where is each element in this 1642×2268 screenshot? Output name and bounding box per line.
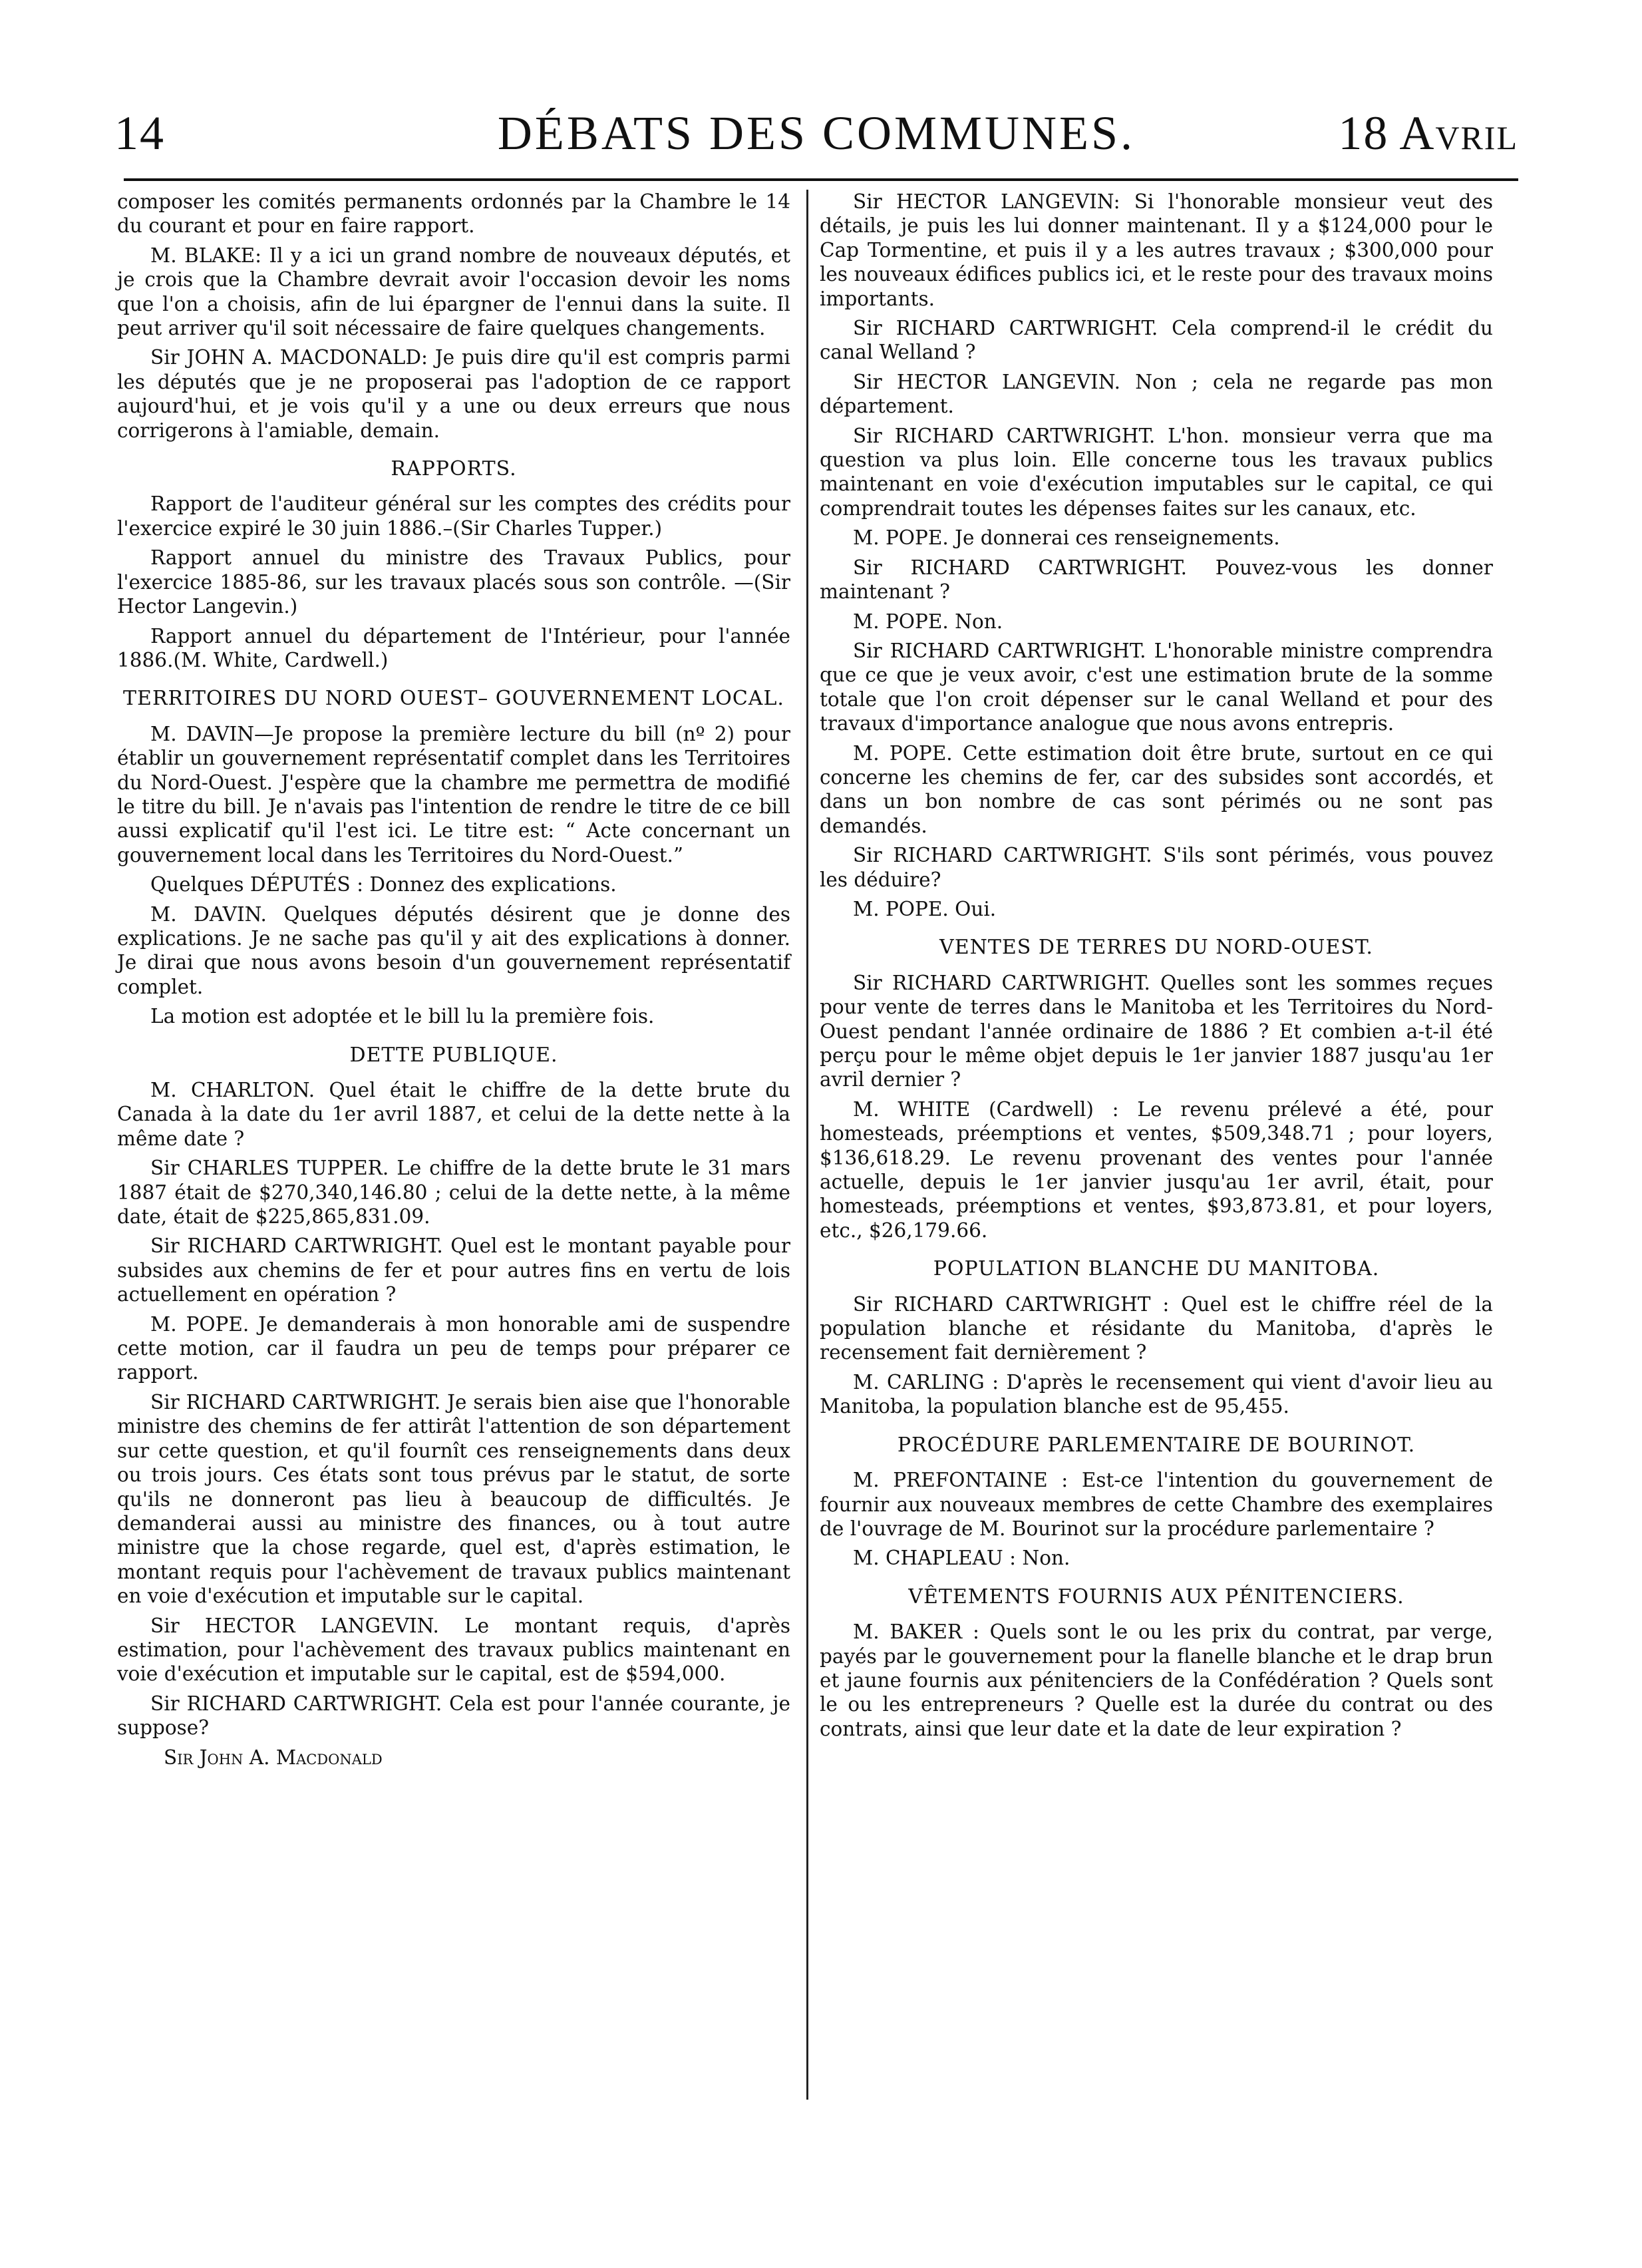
paragraph: Sir RICHARD CARTWRIGHT. S'ils sont périmés, vous pouvez les déduire? — [820, 844, 1493, 891]
paragraph: M. WHITE (Cardwell) : Le revenu prélevé a été, pour homesteads, préemptions et ventes, $509,348.71 ; pour loyers, $136,618.29. Le revenu provenant des ventes pour l'année actuelle, depuis le 1er janvier jusqu'au 1er avril, était, pour homesteads, préemptions et ventes, $93,873.81, et pour loyers, etc., $26,179.66. — [820, 1097, 1493, 1242]
paragraph: M. POPE. Non. — [853, 610, 1003, 633]
column-divider — [806, 190, 808, 2100]
right-column — [820, 190, 1493, 1746]
section-heading: RAPPORTS. — [391, 457, 517, 481]
page-number: 14 — [114, 106, 165, 160]
paragraph: M. POPE. Oui. — [853, 897, 997, 920]
paragraph: Sir RICHARD CARTWRIGHT. Quelles sont les sommes reçues pour vente de terres dans le Manitoba et les Territoires du Nord-Ouest pendant l'année ordinaire de 1886 ? Et combien a-t-il été perçu pour le même objet depuis le 1er janvier 1887 jusqu'au 1er avril dernier ? — [820, 971, 1493, 1091]
page-title: DÉBATS DES COMMUNES. — [497, 106, 1136, 160]
section-heading: TERRITOIRES DU NORD OUEST– GOUVERNEMENT LOCAL. — [123, 687, 784, 711]
paragraph: Quelques DÉPUTÉS : Donnez des explications. — [150, 873, 617, 896]
paragraph: Sir RICHARD CARTWRIGHT. Pouvez-vous les donner maintenant ? — [820, 556, 1493, 604]
paragraph: Sir RICHARD CARTWRIGHT. L'hon. monsieur verra que ma question va plus loin. Elle concerne tous les travaux publics maintenant en voie d'exécution imputables sur le capital, ce qui comprendrait toutes les dépenses faites sur les canaux, etc. — [820, 424, 1493, 520]
paragraph: Sir HECTOR LANGEVIN. Non ; cela ne regarde pas mon département. — [820, 370, 1493, 418]
section-heading: VENTES DE TERRES DU NORD-OUEST. — [939, 936, 1373, 960]
section-heading: DETTE PUBLIQUE. — [349, 1043, 558, 1067]
paragraph: M. CHARLTON. Quel était le chiffre de la dette brute du Canada à la date du 1er avril 1887, et celui de la dette nette à la même date ? — [117, 1079, 790, 1150]
left-column — [117, 190, 790, 1770]
continuation-speaker: Sir John A. Macdonald — [164, 1746, 383, 1769]
paragraph: Rapport annuel du ministre des Travaux Publics, pour l'exercice 1885-86, sur les travaux placés sous son contrôle. —(Sir Hector Langevin.) — [117, 546, 790, 618]
paragraph: Sir RICHARD CARTWRIGHT. Cela comprend-il le crédit du canal Welland ? — [820, 317, 1493, 364]
paragraph: M. POPE. Je demanderais à mon honorable ami de suspendre cette motion, car il faudra un peu de temps pour préparer ce rapport. — [117, 1312, 790, 1384]
paragraph: La motion est adoptée et le bill lu la première fois. — [150, 1005, 655, 1028]
paragraph: Sir HECTOR LANGEVIN. Le montant requis, d'après estimation, pour l'achèvement des travaux publics maintenant en voie d'exécution et imputable sur le capital, est de $594,000. — [117, 1614, 790, 1686]
header-rule — [124, 178, 1518, 181]
paragraph: Sir RICHARD CARTWRIGHT. Quel est le montant payable pour subsides aux chemins de fer et pour autres fins en vertu de lois actuellement en opération ? — [117, 1234, 790, 1306]
paragraph: M. DAVIN. Quelques députés désirent que je donne des explications. Je ne sache pas qu'il y ait des explications à donner. Je dirai que nous avons besoin d'un gouvernement représentatif complet. — [117, 902, 790, 998]
paragraph: M. CHAPLEAU : Non. — [853, 1547, 1070, 1570]
section-heading: POPULATION BLANCHE DU MANITOBA. — [933, 1257, 1380, 1281]
paragraph: M. POPE. Je donnerai ces renseignements. — [853, 526, 1280, 550]
section-heading: PROCÉDURE PARLEMENTAIRE DE BOURINOT. — [897, 1433, 1416, 1457]
paragraph: Sir RICHARD CARTWRIGHT. Je serais bien aise que l'honorable ministre des chemins de fer attirât l'attention de son département sur cette question, et qu'il fournît ces renseignements dans deux ou trois jours. Ces états sont tous prévus par le statut, de sorte qu'ils ne donneront pas lieu à beaucoup de difficultés. Je demanderai aussi au ministre des finances, ou à tout autre ministre que la chose regarde, quel est, d'après estimation, le montant requis pour l'achèvement de travaux publics maintenant en voie d'exécution et imputable sur le capital. — [117, 1390, 790, 1608]
paragraph: Sir CHARLES TUPPER. Le chiffre de la dette brute le 31 mars 1887 était de $270,340,146.80 ; celui de la dette nette, à la même date, était de $225,865,831.09. — [117, 1157, 790, 1228]
page-header — [114, 100, 1518, 173]
paragraph: Rapport de l'auditeur général sur les comptes des crédits pour l'exercice expiré le 30 juin 1886.–(Sir Charles Tupper.) — [117, 492, 790, 540]
paragraph: M. CARLING : D'après le recensement qui vient d'avoir lieu au Manitoba, la population blanche est de 95,455. — [820, 1370, 1493, 1418]
paragraph: M. PREFONTAINE : Est-ce l'intention du gouvernement de fournir aux nouveaux membres de cette Chambre des exemplaires de l'ouvrage de M. Bourinot sur la procédure parlementaire ? — [820, 1469, 1493, 1540]
section-heading: VÊTEMENTS FOURNIS AUX PÉNITENCIERS. — [908, 1585, 1404, 1608]
paragraph: M. DAVIN—Je propose la première lecture du bill (nº 2) pour établir un gouvernement représentatif complet dans les Territoires du Nord-Ouest. J'espère que la chambre me permettra de modifié le titre du bill. Je n'avais pas l'intention de rendre le titre de ce bill aussi explicatif qu'il l'est ici. Le titre est: “ Acte concernant un gouvernement local dans les Territoires du Nord-Ouest.” — [117, 722, 790, 866]
paragraph: Sir HECTOR LANGEVIN: Si l'honorable monsieur veut des détails, je puis les lui donner maintenant. Il y a $124,000 pour le Cap Tormentine, et puis il y a les autres travaux ; $300,000 pour les nouveaux édifices publics ici, et le reste pour des travaux moins importants. — [820, 190, 1493, 310]
paragraph: Sir JOHN A. MACDONALD: Je puis dire qu'il est compris parmi les députés que je ne proposerai pas l'adoption de ce rapport aujourd'hui, et je vois qu'il y a une ou deux erreurs que nous corrigerons à l'amiable, demain. — [117, 346, 790, 442]
paragraph: Sir RICHARD CARTWRIGHT. Cela est pour l'année courante, je suppose? — [117, 1692, 790, 1740]
paragraph: Sir RICHARD CARTWRIGHT. L'honorable ministre comprendra que ce que je veux avoir, c'est une estimation brute de la somme totale que l'on croit dépenser sur le canal Welland et pour des travaux d'importance analogue que nous avons entrepris. — [820, 639, 1493, 735]
paragraph: Rapport annuel du département de l'Intérieur, pour l'année 1886.(M. White, Cardwell.) — [117, 624, 790, 671]
paragraph: composer les comités permanents ordonnés par la Chambre le 14 du courant et pour en faire rapport. — [117, 190, 790, 238]
paragraph: M. POPE. Cette estimation doit être brute, surtout en ce qui concerne les chemins de fer, car des subsides sont accordés, et dans un bon nombre de cas sont périmés ou ne sont pas demandés. — [820, 741, 1493, 837]
paragraph: Sir RICHARD CARTWRIGHT : Quel est le chiffre réel de la population blanche et résidante du Manitoba, d'après le recensement fait dernièrement ? — [820, 1292, 1493, 1364]
paragraph: M. BAKER : Quels sont le ou les prix du contrat, par verge, payés par le gouvernement pour la flanelle blanche et le drap brun et jaune fournis aux pénitenciers de la Confédération ? Quels sont le ou les entrepreneurs ? Quelle est la durée du contrat ou des contrats, ainsi que leur date et la date de leur expiration ? — [820, 1620, 1493, 1740]
paragraph: M. BLAKE: Il y a ici un grand nombre de nouveaux députés, et je crois que la Chambre devrait avoir l'occasion devoir les noms que l'on a choisis, afin de lui épargner de l'ennui dans la suite. Il peut arriver qu'il soit nécessaire de faire quelques changements. — [117, 244, 790, 340]
page-date: 18 Avril — [1338, 106, 1518, 160]
